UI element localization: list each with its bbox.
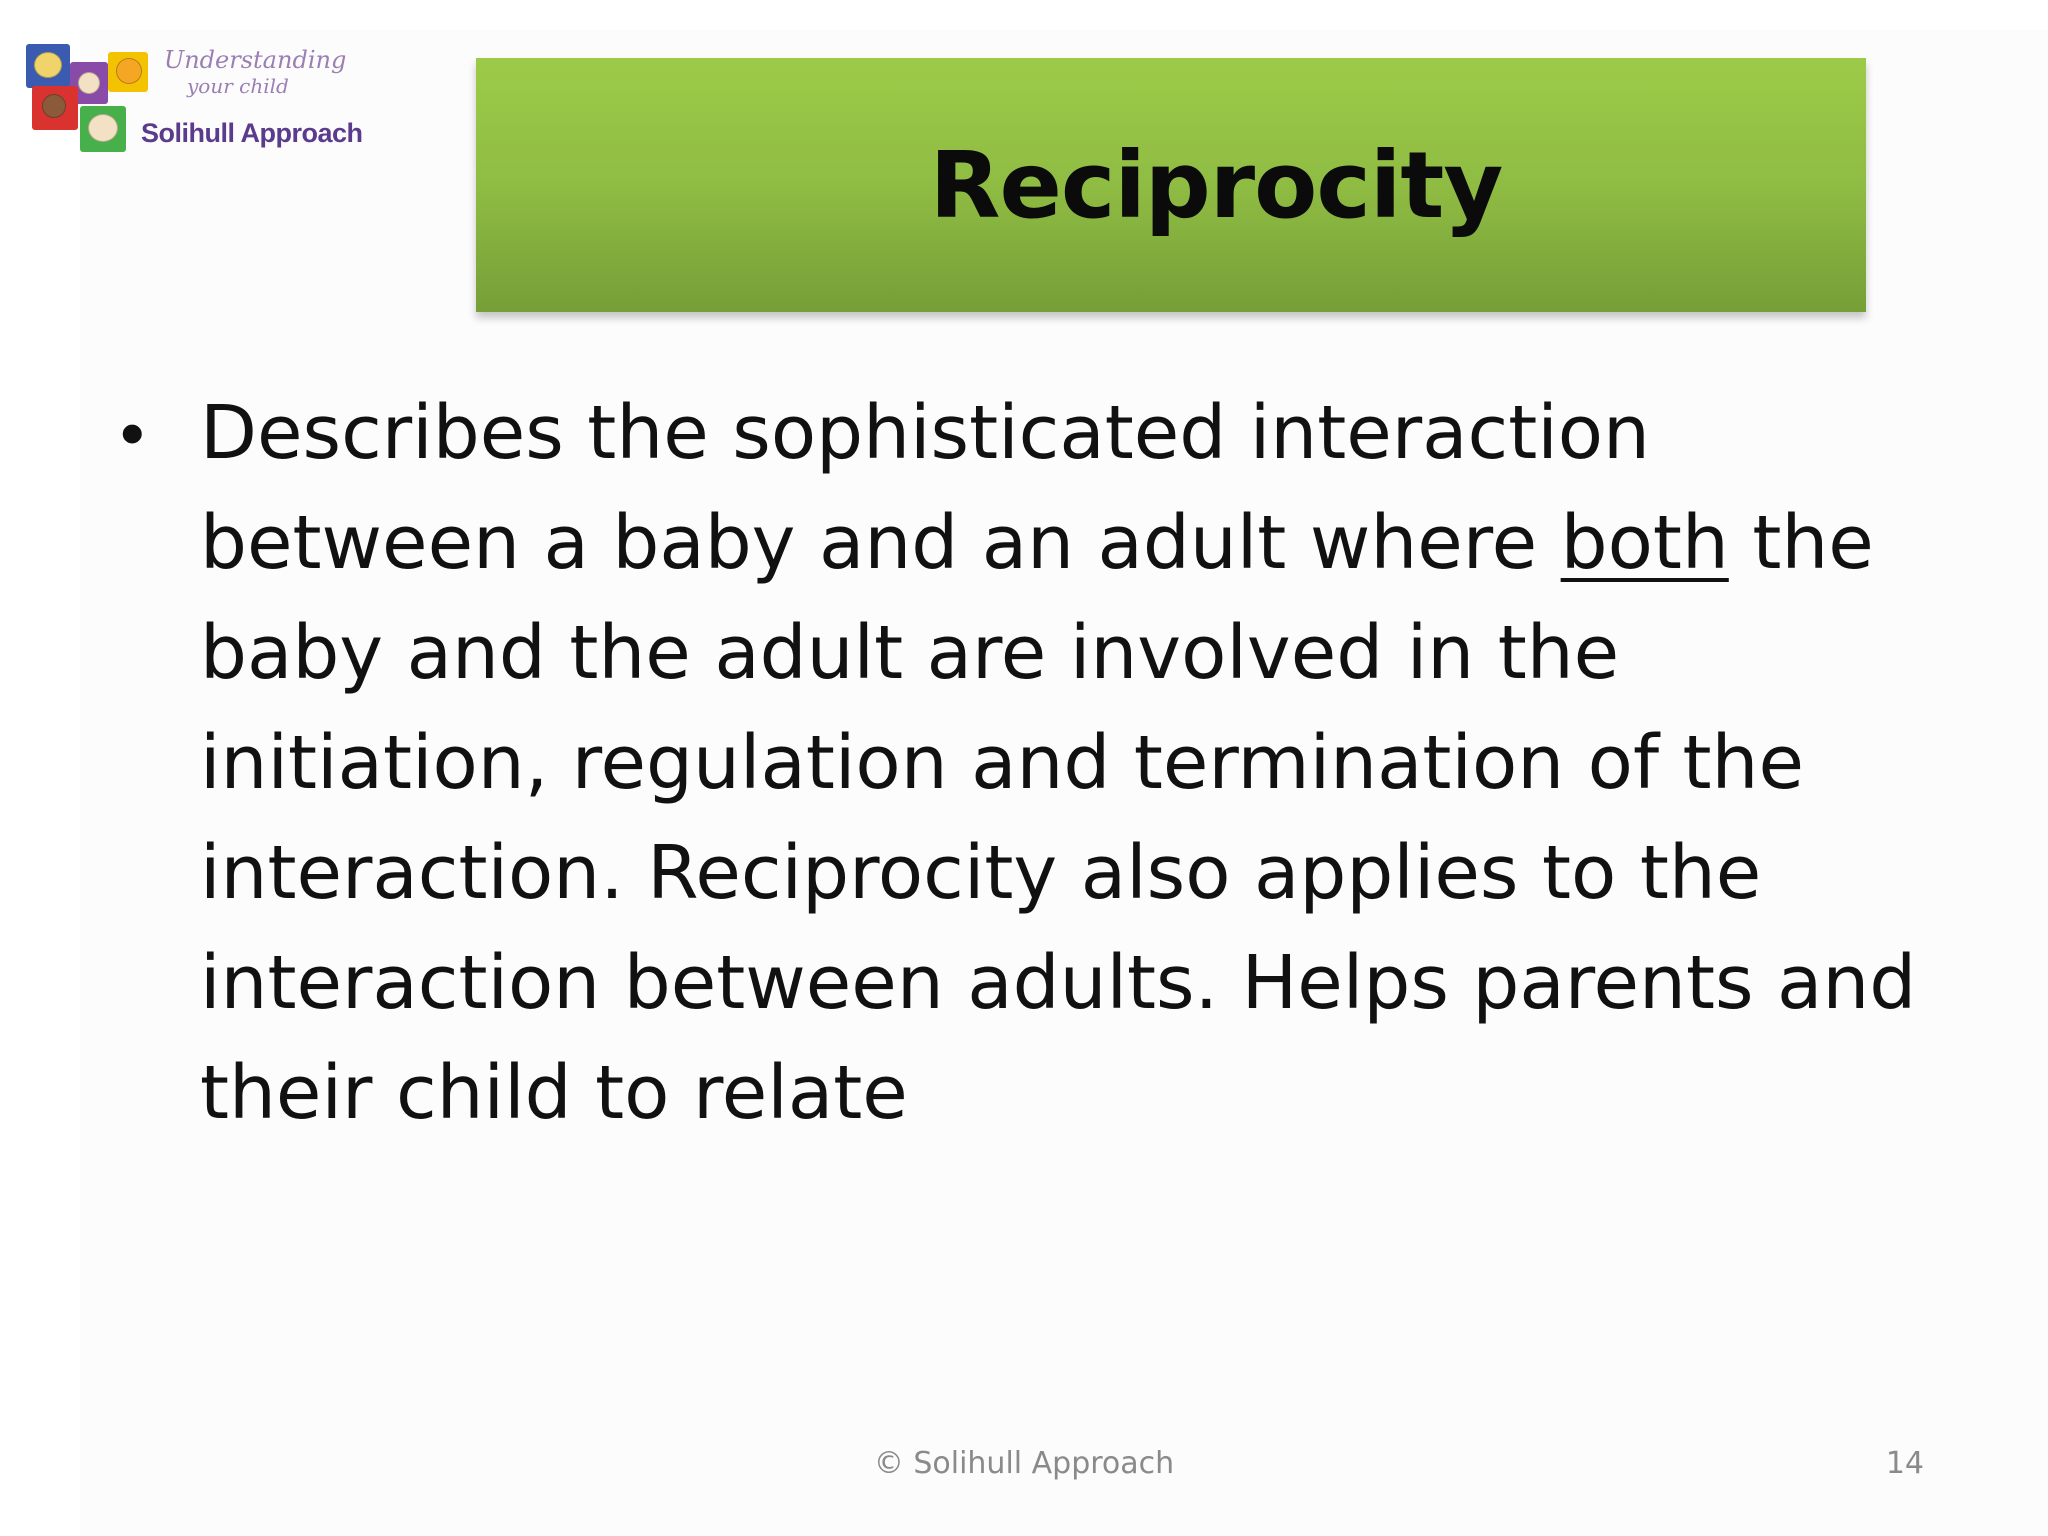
bullet-item	[120, 378, 1940, 1148]
solihull-logo	[24, 42, 364, 158]
logo-face-icon	[116, 58, 142, 84]
footer-copyright: © Solihull Approach	[873, 1446, 1175, 1481]
logo-name: Solihull Approach	[141, 118, 363, 148]
title-banner	[476, 58, 1866, 312]
logo-tagline-line2: your child	[187, 74, 289, 98]
slide-number: 14	[1885, 1446, 1924, 1481]
logo-tagline-line1: Understanding	[164, 46, 347, 74]
logo-face-icon	[42, 94, 66, 118]
bullet-text-underlined: both	[1560, 500, 1729, 586]
logo-face-icon	[78, 72, 100, 94]
slide-title: Reciprocity	[929, 131, 1503, 239]
bullet-dot-icon: •	[120, 394, 145, 472]
bullet-text	[200, 378, 1940, 1148]
bullet-text-part1: Describes the sophisticated interaction between a baby and an adult where	[200, 390, 1650, 586]
bullet-text-part2: the baby and the adult are involved in the initiation, regulation and termination of the interaction. Reciprocity also applies to the interaction between adults. Helps parents and their child to relate	[200, 500, 1917, 1136]
slide-body	[120, 378, 1940, 1148]
logo-face-icon	[88, 114, 118, 142]
logo-face-icon	[34, 52, 62, 78]
